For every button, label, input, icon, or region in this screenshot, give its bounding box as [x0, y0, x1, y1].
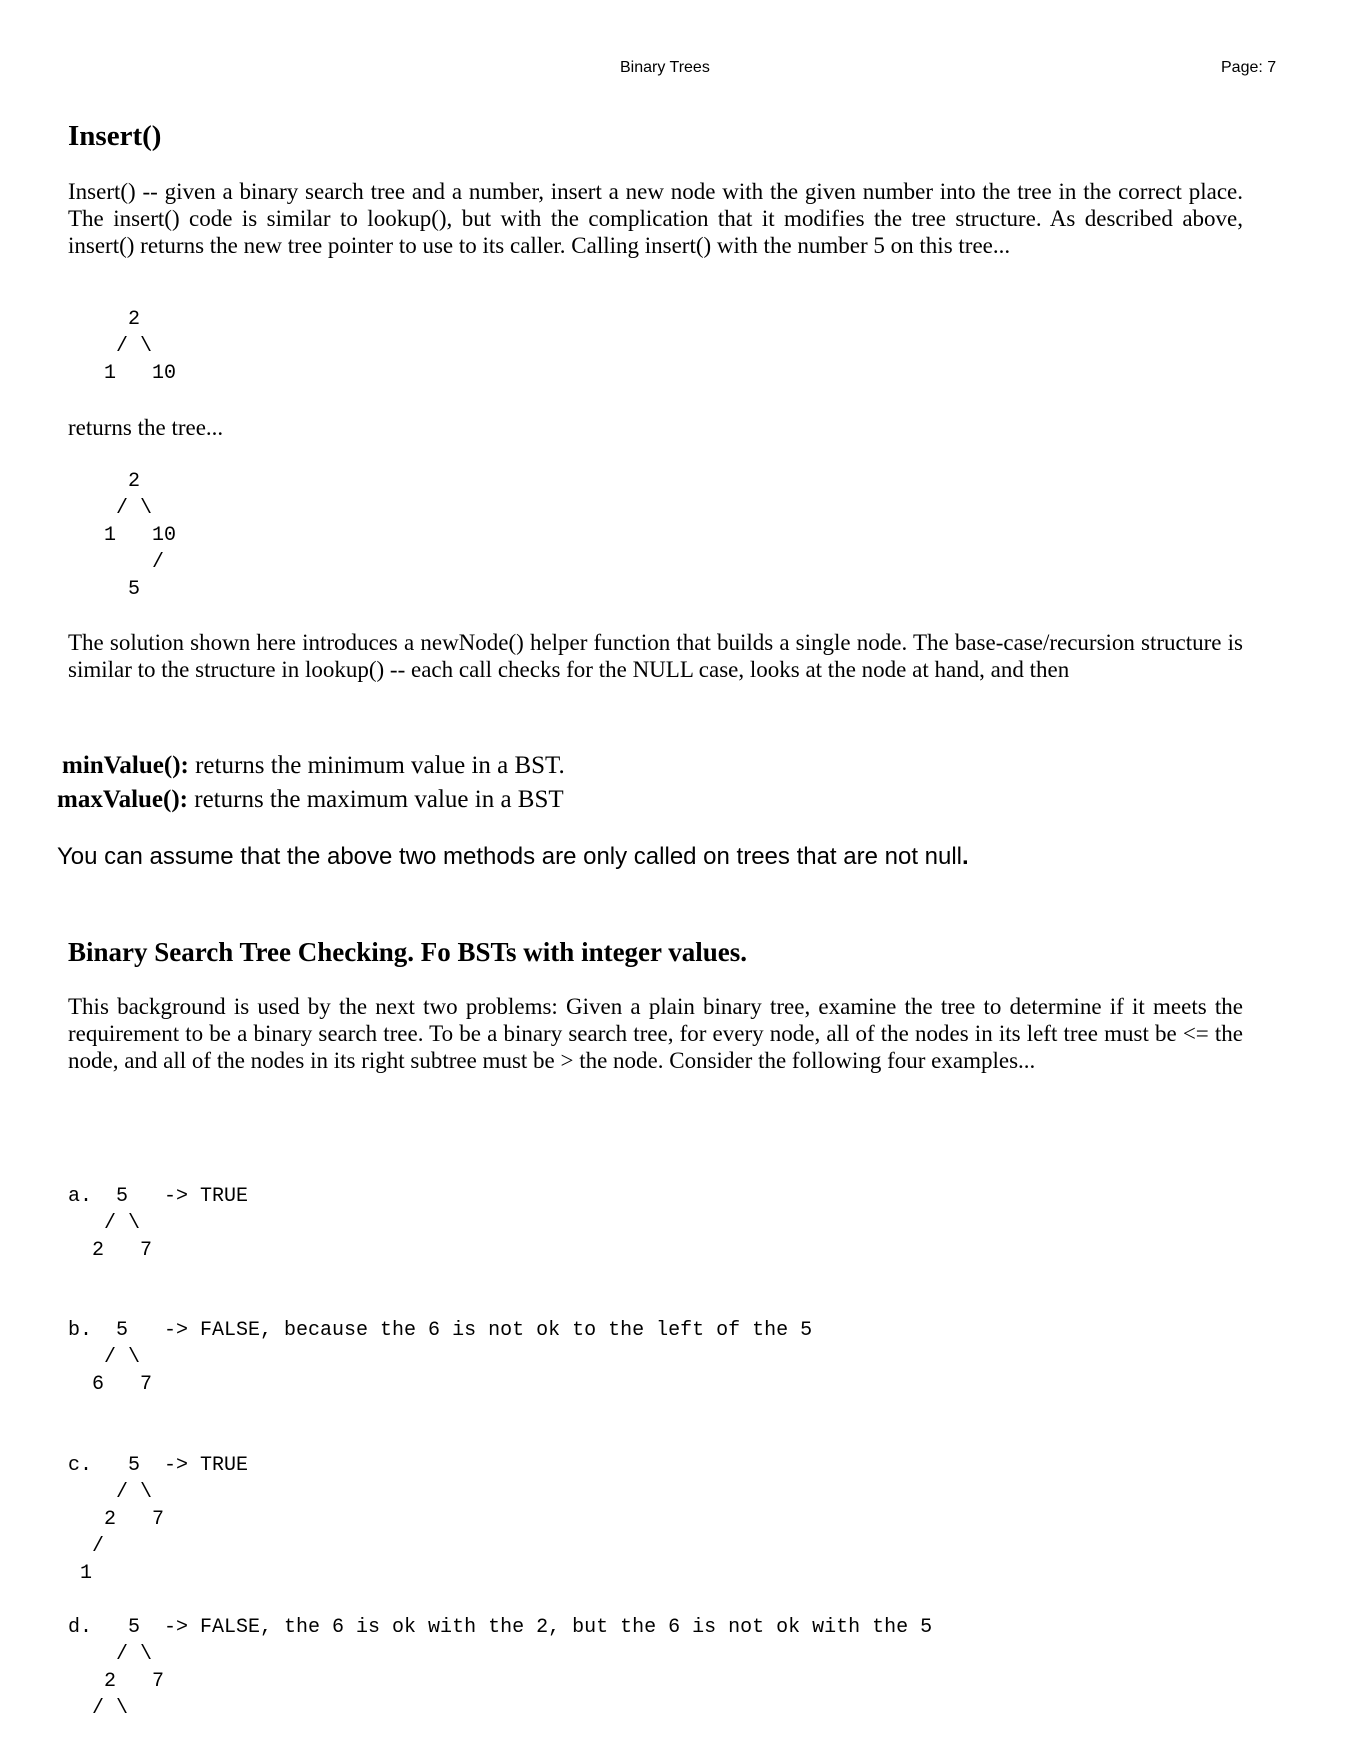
returns-text: returns the tree...: [68, 415, 224, 440]
min-value-line: [62, 752, 565, 780]
page-number: Page: 7: [1221, 59, 1277, 76]
solution-paragraph: The solution shown here introduces a newNode() helper function that builds a single node. The base-case/recursion structure is similar to the structure in lookup() -- each call checks for the NULL case, looks at the node at hand, and then: [68, 630, 1243, 682]
running-header-title: Binary Trees: [620, 59, 710, 76]
tree-after-diagram: 2 / \ 1 10 / 5: [104, 470, 177, 601]
example-c: c. 5 -> TRUE / \ 2 7 / 1: [68, 1454, 249, 1585]
max-value-desc: returns the maximum value in a BST: [188, 786, 564, 813]
insert-intro-paragraph: Insert() -- given a binary search tree and a number, insert a new node with the given number into the tree in the correct place. The insert() code is similar to lookup(), but with the complication that it modifies the tree structure. As described above, insert() returns the new tree pointer to use to its caller. Calling insert() with the number 5 on this tree...: [68, 179, 1243, 258]
example-b: b. 5 -> FALSE, because the 6 is not ok to the left of the 5 / \ 6 7: [68, 1319, 813, 1396]
insert-heading: Insert(): [68, 120, 162, 152]
example-d: d. 5 -> FALSE, the 6 is ok with the 2, but the 6 is not ok with the 5 / \ 2 7 / \: [68, 1616, 933, 1720]
min-value-desc: returns the minimum value in a BST.: [188, 752, 565, 779]
example-a: a. 5 -> TRUE / \ 2 7: [68, 1185, 249, 1262]
min-value-label: minValue():: [62, 752, 189, 779]
assumption-text: You can assume that the above two methods are only called on trees that are not null: [57, 843, 963, 870]
tree-before-diagram: 2 / \ 1 10: [104, 308, 177, 385]
assumption-period: .: [962, 843, 969, 870]
bst-checking-heading: Binary Search Tree Checking. Fo BSTs with integer values.: [68, 937, 748, 967]
bst-checking-intro-paragraph: This background is used by the next two problems: Given a plain binary tree, examine the tree to determine if it meets the requirement to be a binary search tree. To be a binary search tree, for every node, all of the nodes in its left tree must be <= the node, and all of the nodes in its right subtree must be > the node. Consider the following four examples...: [68, 994, 1243, 1073]
max-value-line: [57, 786, 564, 814]
max-value-label: maxValue():: [57, 786, 189, 813]
assumption-note: [57, 843, 969, 871]
